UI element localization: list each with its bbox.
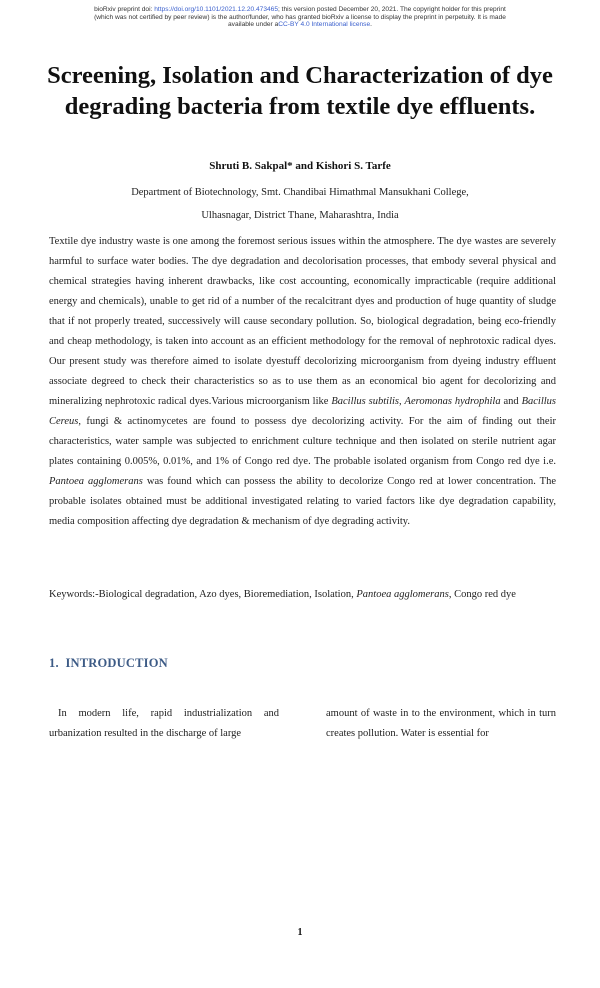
preprint-notice [40, 6, 560, 29]
authors: Shruti B. Sakpal* and Kishori S. Tarfe [209, 160, 391, 172]
affiliation-line-1: Department of Biotechnology, Smt. Chandibai Himathmal Mansukhani College, [131, 187, 469, 198]
species-name: Pantoea agglomerans [356, 589, 449, 600]
species-name: Pantoea agglomerans [49, 476, 143, 487]
introduction-right-column: amount of waste in to the environment, which in turn creates pollution. Water is essential for [326, 708, 556, 739]
section-heading-introduction [49, 656, 168, 671]
paper-title-line-2: degrading bacteria from textile dye effluents. [64, 93, 536, 120]
paper-title-line-1: Screening, Isolation and Characterization of dye [47, 62, 553, 89]
species-name: Aeromonas hydrophila [404, 396, 501, 407]
doi-link[interactable]: https://doi.org/10.1101/2021.12.20.473465 [154, 6, 279, 13]
affiliation-line-2: Ulhasnagar, District Thane, Maharashtra, India [201, 210, 399, 221]
page-number: 1 [297, 927, 303, 938]
preprint-notice-line-3: available under aCC-BY 4.0 International license. [228, 21, 372, 29]
species-name: Bacillus subtilis, [331, 396, 402, 407]
preprint-notice-line-2: (which was not certified by peer review) is the author/funder, who has granted bioRxiv a license to display the preprint in perpetuity. It is made [94, 13, 506, 21]
abstract: Textile dye industry waste is one among the foremost serious issues within the atmosphere. The dye wastes are severely harmful to surface water bodies. The dye degradation and decolorisation processes, that embody several physical and chemical strategies having inherent drawbacks, like cost accounting, economically impracticable (require additional energy and chemicals), unable to get rid of a number of the recalcitrant dyes and production of huge quantity of sludge that if not properly treated, successively will cause secondary pollution. So, biological degradation, being eco-friendly and cheap methodology, is taken into account as an efficient methodology for the removal of nephrotoxic radical dyes. Our present study was therefore aimed to isolate dyestuff decolorizing microorganism from dyeing industry effluent associate degreed to check their characteristics so as to use them as an economical bio agent for decolorizing and mineralizing nephrotoxic radical dyes.Various microorganism like Bacillus subtilis, Aeromonas hydrophila and Bacillus Cereus, fungi & actinomycetes are found to possess dye decolorizing activity. For the aim of finding out their characteristics, water sample was subjected to enrichment culture technique and then isolated on sterile nutrient agar plates containing 0.005%, 0.01%, and 1% of Congo red dye. The probable isolated organism from Congo red dye i.e. Pantoea agglomerans was found which can possess the ability to decolorize Congo red at lower concentration. The probable isolates obtained must be additional investigated relating to varied factors like dye degradation capability, media composition affecting dye degradation & mechanism of dye degrading activity. [49, 236, 556, 527]
species-name: Bacillus Cereus [49, 396, 556, 427]
preprint-notice-line-1: bioRxiv preprint doi: https://doi.org/10.1101/2021.12.20.473465; this version posted December 20, 2021. The copyright holder for this preprint [94, 6, 506, 13]
section-number: 1. [49, 656, 59, 670]
keywords: Keywords:-Biological degradation, Azo dyes, Bioremediation, Isolation, Pantoea agglomerans, Congo red dye [49, 589, 516, 600]
paper-title [30, 60, 570, 122]
introduction-left-column: In modern life, rapid industrialization and urbanization resulted in the discharge of large [49, 708, 279, 739]
section-title: INTRODUCTION [65, 656, 168, 670]
license-link[interactable]: CC-BY 4.0 International license [278, 21, 371, 29]
